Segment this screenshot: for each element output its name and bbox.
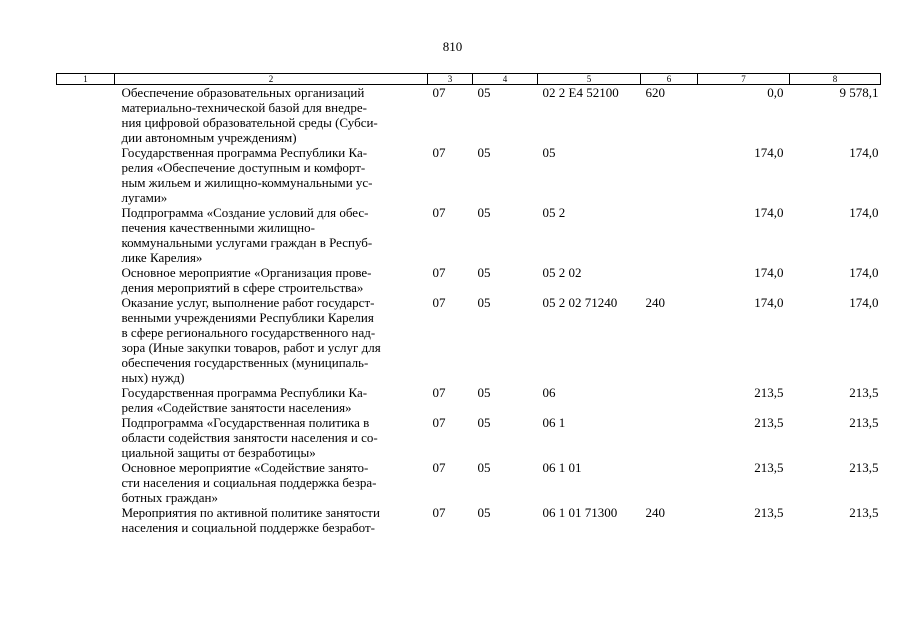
page-number: 810 bbox=[442, 39, 463, 54]
name-line: Основное мероприятие «Организация прове- bbox=[121, 265, 372, 280]
cell-vr: 620 bbox=[645, 85, 665, 100]
name-line: лугами» bbox=[121, 190, 168, 205]
cell-col1 bbox=[57, 265, 115, 295]
name-line: коммунальными услугами граждан в Респуб- bbox=[121, 235, 373, 250]
cell-vr bbox=[641, 460, 698, 505]
header-col-7: 7 bbox=[698, 74, 790, 85]
name-line: ным жильем и жилищно-коммунальными ус- bbox=[121, 175, 373, 190]
name-line: ных) нужд) bbox=[121, 370, 185, 385]
cell-rz: 07 bbox=[432, 205, 446, 220]
name-line: Государственная программа Республики Ка- bbox=[121, 385, 368, 400]
cell-rz: 07 bbox=[432, 295, 446, 310]
cell-rz: 07 bbox=[432, 415, 446, 430]
name-line: Основное мероприятие «Содействие занято- bbox=[121, 460, 369, 475]
table-row bbox=[57, 265, 881, 295]
cell-vr bbox=[641, 205, 698, 265]
cell-csr: 06 bbox=[542, 385, 556, 400]
table-row bbox=[57, 205, 881, 265]
name-line: Государственная программа Республики Ка- bbox=[121, 145, 368, 160]
name-line: ния цифровой образовательной среды (Субси- bbox=[121, 115, 378, 130]
table-row bbox=[57, 505, 881, 535]
cell-pr: 05 bbox=[477, 85, 491, 100]
cell-name bbox=[115, 265, 428, 295]
cell-csr: 06 1 01 71300 bbox=[542, 505, 618, 520]
cell-rz: 07 bbox=[432, 505, 446, 520]
cell-sum1: 174,0 bbox=[754, 265, 784, 280]
name-line: лике Карелия» bbox=[121, 250, 203, 265]
name-line: материально-технической базой для внедре- bbox=[121, 100, 367, 115]
cell-sum2: 174,0 bbox=[849, 145, 879, 160]
cell-col1 bbox=[57, 415, 115, 460]
cell-name bbox=[115, 385, 428, 415]
cell-vr bbox=[641, 265, 698, 295]
cell-col1 bbox=[57, 145, 115, 205]
cell-pr: 05 bbox=[477, 460, 491, 475]
name-line: Мероприятия по активной политике занятости bbox=[121, 505, 380, 520]
header-col-3: 3 bbox=[428, 74, 473, 85]
cell-sum1: 174,0 bbox=[754, 145, 784, 160]
name-line: сти населения и социальная поддержка безра- bbox=[121, 475, 377, 490]
cell-rz: 07 bbox=[432, 85, 446, 100]
name-line: населения и социальной поддержке безработ- bbox=[121, 520, 375, 535]
cell-sum2: 174,0 bbox=[849, 205, 879, 220]
cell-col1 bbox=[57, 460, 115, 505]
cell-vr bbox=[641, 145, 698, 205]
cell-sum1: 174,0 bbox=[754, 205, 784, 220]
name-line: обеспечения государственных (муниципаль- bbox=[121, 355, 369, 370]
cell-csr: 05 bbox=[542, 145, 556, 160]
cell-rz: 07 bbox=[432, 265, 446, 280]
name-line: циальной защиты от безработицы» bbox=[121, 445, 316, 460]
cell-sum1: 213,5 bbox=[754, 505, 784, 520]
cell-pr: 05 bbox=[477, 295, 491, 310]
cell-sum2: 9 578,1 bbox=[839, 85, 879, 100]
cell-col1 bbox=[57, 505, 115, 535]
cell-name bbox=[115, 460, 428, 505]
cell-name bbox=[115, 205, 428, 265]
name-line: венными учреждениями Республики Карелия bbox=[121, 310, 374, 325]
table-body bbox=[57, 85, 881, 536]
cell-csr: 05 2 02 71240 bbox=[542, 295, 618, 310]
cell-col1 bbox=[57, 205, 115, 265]
name-line: дии автономным учреждениям) bbox=[121, 130, 297, 145]
name-line: области содействия занятости населения и со- bbox=[121, 430, 378, 445]
table-row bbox=[57, 145, 881, 205]
cell-rz: 07 bbox=[432, 145, 446, 160]
cell-vr bbox=[641, 385, 698, 415]
cell-pr: 05 bbox=[477, 385, 491, 400]
name-line: в сфере регионального государственного над- bbox=[121, 325, 376, 340]
cell-csr: 05 2 02 bbox=[542, 265, 582, 280]
table-row bbox=[57, 85, 881, 146]
cell-sum2: 213,5 bbox=[849, 460, 879, 475]
cell-csr: 05 2 bbox=[542, 205, 566, 220]
name-line: Подпрограмма «Государственная политика в bbox=[121, 415, 370, 430]
table-header bbox=[57, 74, 881, 85]
cell-sum2: 174,0 bbox=[849, 295, 879, 310]
cell-vr: 240 bbox=[645, 505, 665, 520]
name-line: релия «Обеспечение доступным и комфорт- bbox=[121, 160, 366, 175]
header-row bbox=[57, 74, 881, 85]
cell-name bbox=[115, 505, 428, 535]
cell-pr: 05 bbox=[477, 505, 491, 520]
cell-name bbox=[115, 85, 428, 146]
name-line: Обеспечение образовательных организаций bbox=[121, 85, 365, 100]
name-line: зора (Иные закупки товаров, работ и услуг для bbox=[121, 340, 381, 355]
cell-sum1: 213,5 bbox=[754, 415, 784, 430]
name-line: Оказание услуг, выполнение работ государст- bbox=[121, 295, 375, 310]
table-row bbox=[57, 295, 881, 385]
cell-csr: 06 1 01 bbox=[542, 460, 582, 475]
cell-sum1: 0,0 bbox=[767, 85, 784, 100]
name-line: ботных граждан» bbox=[121, 490, 218, 505]
cell-csr: 02 2 E4 52100 bbox=[542, 85, 619, 100]
header-col-5: 5 bbox=[538, 74, 641, 85]
cell-col1 bbox=[57, 295, 115, 385]
cell-sum2: 213,5 bbox=[849, 505, 879, 520]
header-col-4: 4 bbox=[473, 74, 538, 85]
cell-pr: 05 bbox=[477, 205, 491, 220]
header-col-1: 1 bbox=[57, 74, 115, 85]
cell-pr: 05 bbox=[477, 145, 491, 160]
table-row bbox=[57, 385, 881, 415]
cell-sum2: 213,5 bbox=[849, 385, 879, 400]
header-col-8: 8 bbox=[790, 74, 881, 85]
name-line: Подпрограмма «Создание условий для обес- bbox=[121, 205, 369, 220]
budget-table bbox=[56, 73, 881, 535]
cell-vr bbox=[641, 415, 698, 460]
cell-col1 bbox=[57, 385, 115, 415]
cell-name bbox=[115, 415, 428, 460]
cell-sum2: 174,0 bbox=[849, 265, 879, 280]
name-line: релия «Содействие занятости населения» bbox=[121, 400, 352, 415]
table-row bbox=[57, 460, 881, 505]
name-line: печения качественными жилищно- bbox=[121, 220, 315, 235]
cell-sum1: 174,0 bbox=[754, 295, 784, 310]
cell-sum1: 213,5 bbox=[754, 460, 784, 475]
cell-name bbox=[115, 295, 428, 385]
cell-pr: 05 bbox=[477, 265, 491, 280]
cell-col1 bbox=[57, 85, 115, 146]
cell-sum1: 213,5 bbox=[754, 385, 784, 400]
table-row bbox=[57, 415, 881, 460]
header-col-6: 6 bbox=[641, 74, 698, 85]
cell-sum2: 213,5 bbox=[849, 415, 879, 430]
cell-name bbox=[115, 145, 428, 205]
name-line: дения мероприятий в сфере строительства» bbox=[121, 280, 364, 295]
cell-vr: 240 bbox=[645, 295, 665, 310]
cell-csr: 06 1 bbox=[542, 415, 566, 430]
cell-rz: 07 bbox=[432, 385, 446, 400]
header-col-2: 2 bbox=[115, 74, 428, 85]
cell-rz: 07 bbox=[432, 460, 446, 475]
cell-pr: 05 bbox=[477, 415, 491, 430]
